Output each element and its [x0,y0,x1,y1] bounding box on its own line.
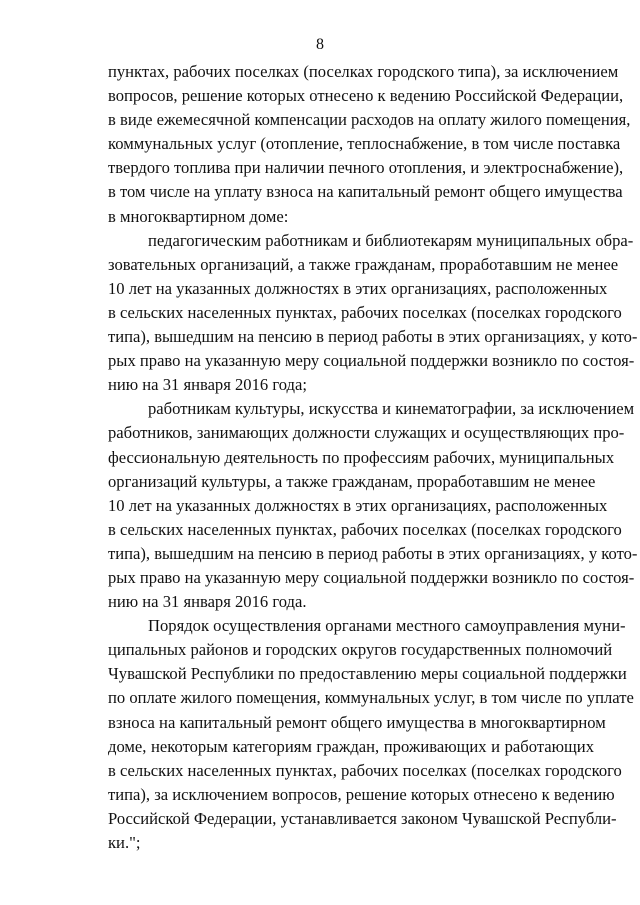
text-line: 10 лет на указанных должностях в этих организациях, расположенных [108,495,608,515]
paragraph-continuation [108,60,631,229]
document-body [108,60,638,855]
text-line: ки."; [108,833,141,852]
text-line: пунктах, рабочих поселках (поселках городского типа), за исключением [108,62,619,81]
paragraph-culture-workers [108,397,638,614]
text-line: фессиональную деятельность по профессиям рабочих, муниципальных [108,447,615,467]
paragraph-procedure [108,614,634,855]
text-line: Порядок осуществления органами местного самоуправления муни- [148,616,626,636]
text-line: вопросов, решение которых отнесено к ведению Российской Федерации, [108,86,624,106]
text-line: Чувашской Республики по предоставлению меры социальной поддержки [108,664,627,684]
text-line: педагогическим работникам и библиотекарям муниципальных обра- [148,230,634,250]
text-line: коммунальных услуг (отопление, теплоснабжение, в том числе поставка [108,134,621,154]
text-line: работников, занимающих должности служащих и осуществляющих про- [108,423,625,443]
paragraph-pedagogical-workers [108,229,638,398]
text-line: доме, некоторым категориям граждан, проживающих и работающих [108,736,594,756]
text-line: в сельских населенных пунктах, рабочих поселках (поселках городского [108,302,622,322]
text-line: по оплате жилого помещения, коммунальных услуг, в том числе по уплате [108,688,634,708]
text-line: нию на 31 января 2016 года; [108,375,307,395]
text-line: рых право на указанную меру социальной поддержки возникло по состоя- [108,351,635,371]
text-line: зовательных организаций, а также гражданам, проработавшим не менее [108,254,619,274]
text-line: типа), за исключением вопросов, решение которых отнесено к ведению [108,784,615,804]
text-line: ципальных районов и городских округов государственных полномочий [108,640,613,660]
text-line: Российской Федерации, устанавливается законом Чувашской Республи- [108,808,617,828]
text-line: взноса на капитальный ремонт общего имущества в многоквартирном [108,712,606,732]
text-line: типа), вышедшим на пенсию в период работы в этих организациях, у кото- [108,543,638,563]
text-line: в сельских населенных пунктах, рабочих поселках (поселках городского [108,519,622,539]
text-line: нию на 31 января 2016 года. [108,592,307,612]
page-number: 8 [316,36,324,53]
text-line: работникам культуры, искусства и кинематографии, за исключением [148,399,635,419]
text-line: в том числе на уплату взноса на капитальный ремонт общего имущества [108,182,623,202]
text-line: твердого топлива при наличии печного отопления, и электроснабжение), [108,158,624,178]
text-line: в виде ежемесячной компенсации расходов на оплату жилого помещения, [108,110,631,130]
text-line: 10 лет на указанных должностях в этих организациях, расположенных [108,278,608,298]
text-line: в сельских населенных пунктах, рабочих поселках (поселках городского [108,760,622,780]
text-line: организаций культуры, а также гражданам, проработавшим не менее [108,471,596,491]
text-line: рых право на указанную меру социальной поддержки возникло по состоя- [108,567,635,587]
text-line: в многоквартирном доме: [108,206,289,226]
text-line: типа), вышедшим на пенсию в период работы в этих организациях, у кото- [108,327,638,347]
